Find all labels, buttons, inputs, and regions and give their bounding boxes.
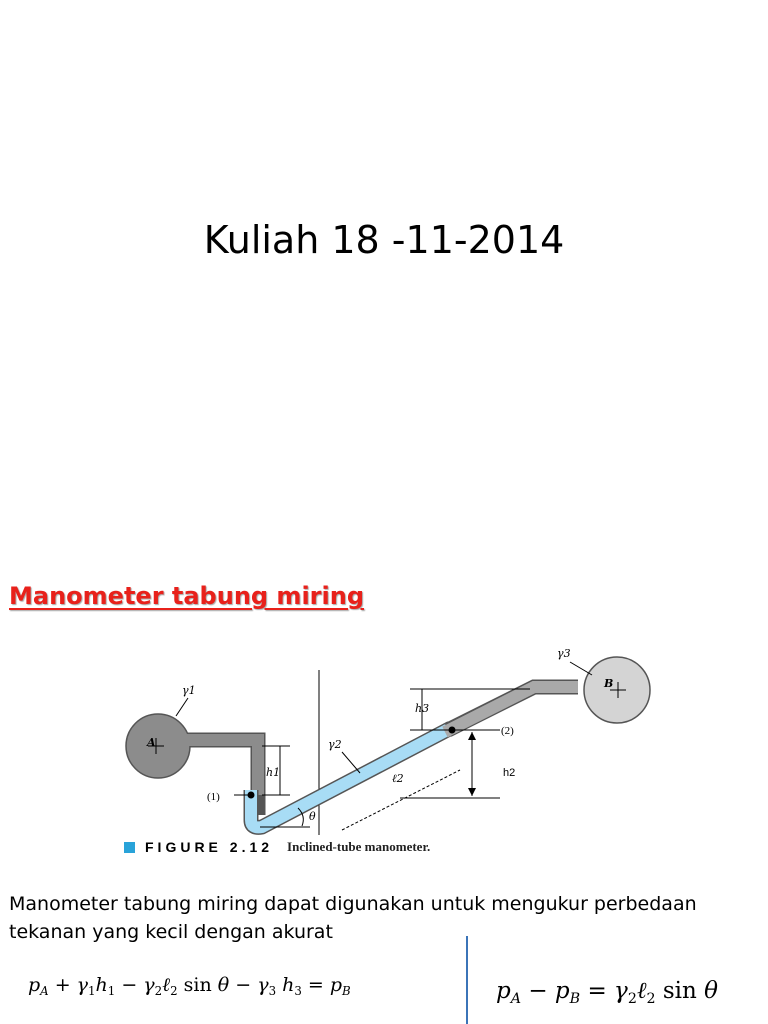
inclined-manometer-diagram [110,640,670,840]
point-1-marker [248,792,255,799]
label-point-a: A [147,736,156,749]
caption-text: Inclined-tube manometer. [287,839,431,854]
label-point-2: (2) [501,725,514,737]
label-l2: ℓ2 [392,772,404,785]
equation-left: $p_A + \gamma_1h_1$ − $\gamma_2\ell_2$ $\sin \theta - \gamma_3$ $h_3 = p_B$ [28,974,351,999]
description-text: Manometer tabung miring dapat digunakan untuk mengukur perbedaan tekanan yang kecil dengan akurat [9,893,697,943]
gamma2-leader [342,752,360,773]
label-gamma2: γ2 [328,738,342,751]
h2-arrow-top [468,732,476,740]
gamma1-leader [176,698,188,716]
gamma3-leader [570,662,592,675]
caption-figure-number: FIGURE 2.12 [145,839,274,855]
label-theta: θ [309,810,316,823]
label-gamma1: γ1 [182,684,196,697]
label-point-1: (1) [207,791,220,803]
fluid-tube-fill [251,728,451,827]
caption-square-icon [124,842,135,853]
slide-title: Kuliah 18 -11-2014 [203,218,565,262]
label-h1: h1 [266,766,281,779]
label-point-b: B [604,677,614,690]
h2-arrow-bottom [468,788,476,796]
tube-from-a-fill [185,740,258,795]
figure-caption [124,839,430,855]
section-heading: Manometer tabung miring [9,582,364,610]
label-h3: h3 [415,702,430,715]
label-gamma3: γ3 [557,647,571,660]
equation-divider [466,936,468,1024]
equation-right: $p_A - p_B$ = $\gamma_2\ell_2$ sin θ [496,978,719,1007]
label-h2: h2 [503,767,516,779]
